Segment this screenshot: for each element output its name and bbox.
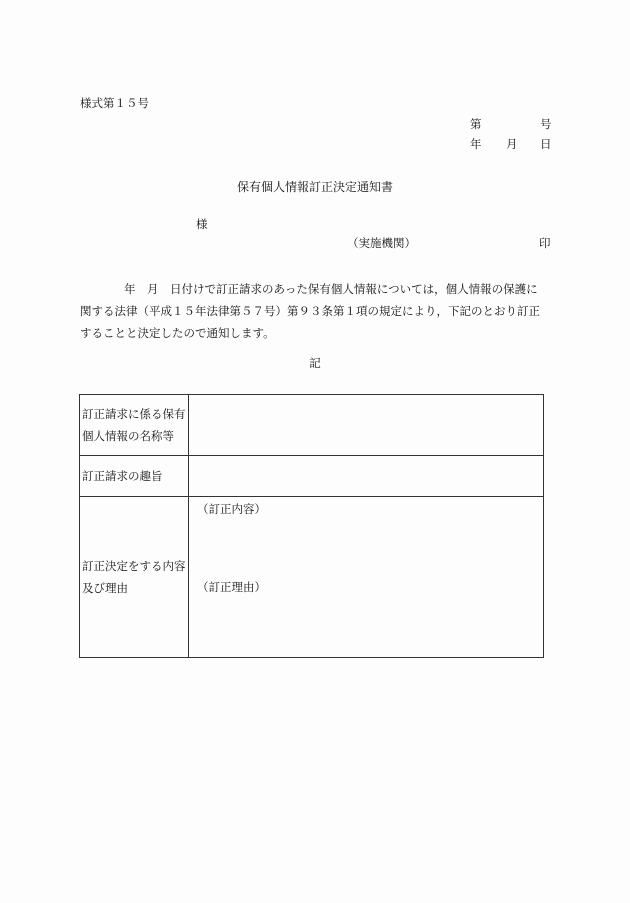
form-number: 様式第１５号	[80, 96, 149, 110]
date-month: 月	[506, 137, 518, 151]
sender-agency: （実施機関）	[347, 236, 416, 250]
row1-label-line-1: 訂正請求に係る保有	[82, 407, 186, 421]
document-title: 保有個人情報訂正決定通知書	[236, 180, 393, 194]
seal-mark: 印	[539, 236, 551, 250]
table-row	[80, 456, 544, 497]
row1-label-line-2: 個人情報の名称等	[82, 429, 174, 443]
doc-number-prefix: 第	[470, 117, 482, 131]
doc-number-suffix: 号	[540, 117, 552, 131]
row3-label-line-2: 及び理由	[82, 581, 128, 595]
notice-body	[80, 278, 553, 344]
row-label-request-purpose: 訂正請求の趣旨	[80, 456, 189, 497]
row3-label-line-1: 訂正決定をする内容	[82, 559, 186, 573]
table-row	[80, 497, 544, 658]
body-line-3: することと決定したので通知します。	[80, 326, 275, 340]
date-day: 日	[540, 137, 552, 151]
row-label-decision	[80, 497, 189, 658]
row-value-request-purpose	[189, 456, 544, 497]
row-label-target-info	[80, 395, 189, 456]
correction-reason-label: （訂正理由）	[197, 580, 266, 594]
body-line-1: 年 月 日付けで訂正請求のあった保有個人情報については，個人情報の保護に	[124, 282, 538, 296]
body-line-2: 関する法律（平成１５年法律第５７号）第９３条第１項の規定により，下記のとおり訂正	[80, 304, 540, 318]
date-year: 年	[470, 137, 482, 151]
row-value-decision	[189, 497, 544, 658]
detail-table	[79, 394, 544, 658]
addressee-honorific: 様	[196, 217, 208, 231]
row-value-target-info	[189, 395, 544, 456]
correction-content-label: （訂正内容）	[197, 502, 266, 516]
table-row	[80, 395, 544, 456]
ki-heading: 記	[309, 356, 321, 370]
